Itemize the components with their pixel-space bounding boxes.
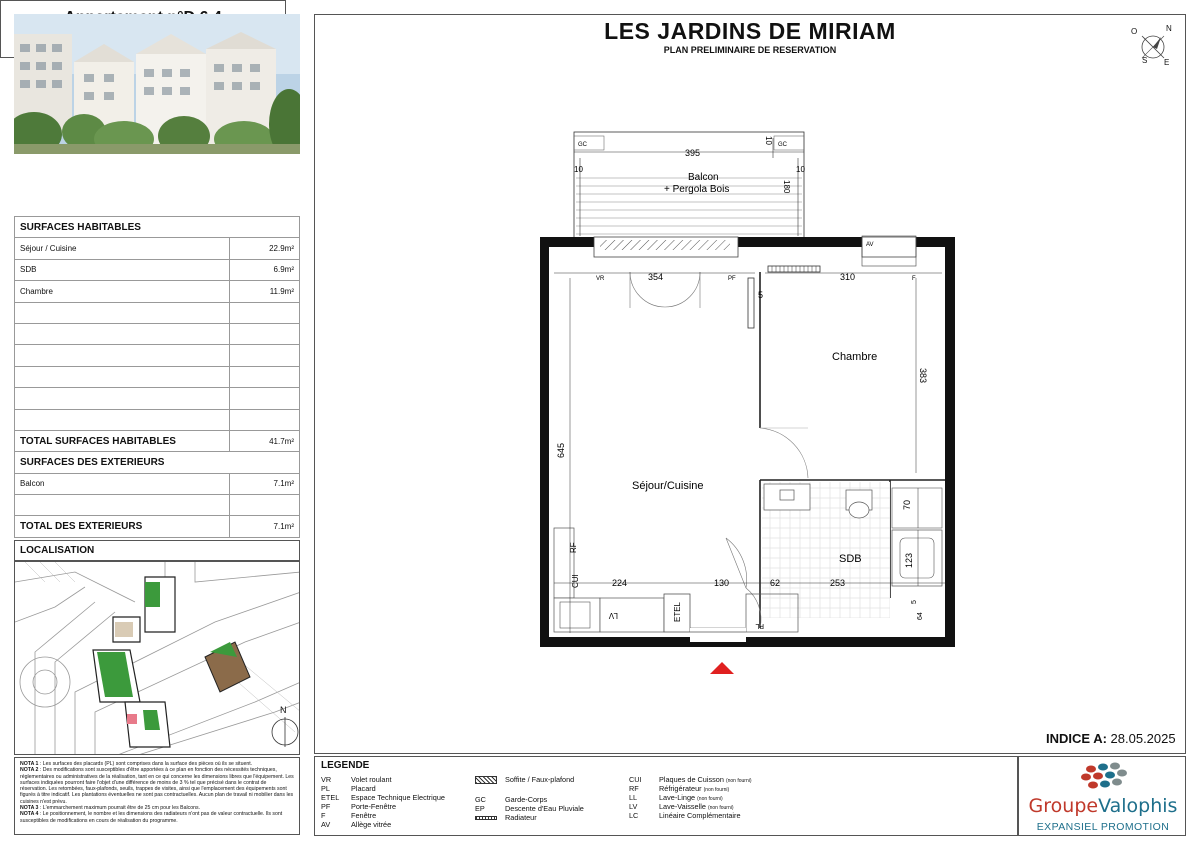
empty-row (15, 409, 300, 430)
total-exterieurs-row (15, 516, 300, 537)
empty-row (15, 366, 300, 387)
pergola-label: + Pergola Bois (664, 184, 730, 195)
soffite-hatch-icon (475, 776, 497, 784)
indice-line (1046, 731, 1176, 746)
sdb-label: SDB (839, 553, 862, 565)
table-row (15, 281, 300, 302)
surfaces-table (14, 216, 300, 538)
localisation-label: LOCALISATION (14, 540, 300, 561)
compass-icon: N O E S (1131, 24, 1172, 67)
dim-10b: 10 (574, 165, 583, 174)
note-1: NOTA 1 : Les surfaces des placards (PL) sont comprises dans la surface des pièces où ils se situent. (20, 761, 253, 767)
balcon-label: Balcon (688, 172, 719, 183)
chambre-label: Chambre (832, 351, 878, 363)
empty-row (15, 495, 300, 516)
room-value: 11.9m² (230, 281, 300, 302)
legend-item: F Fenêtre (321, 811, 377, 820)
cui-code: CUI (571, 574, 580, 588)
page-title: LES JARDINS DE MIRIAM (604, 18, 896, 44)
f-code: F (912, 276, 916, 282)
note-2: NOTA 2 : Des modifications sont susceptibles d'être apportées à ce plan en fonction des nécessités techniques, réglementaires ou administratives de la réalisation, tant en ce qui concerne les dimensions libres que l'équipement. Les surfaces indiquées pourront faire l'objet d'une différence de moins de 3 % tel que précisé dans le contrat de réservation. Les retombées, faux-plafonds, seuils, trappes de visites, ainsi que l'emplacement des équipements sont figurés à titre indicatif. Les plantations éventuelles ne sont pas contractuelles. Aucun plan de travail ni mobilier dans les cuisines n'est prévu. (20, 767, 294, 805)
localisation-map (14, 561, 300, 755)
table-row (15, 238, 300, 259)
total-exterieurs-label: TOTAL DES EXTERIEURS (15, 516, 230, 537)
legend-item: CUI Plaques de Cuisson (non fourni) (629, 775, 752, 784)
etel-code: ETEL (673, 601, 682, 622)
legend-item: PF Porte-Fenêtre (321, 802, 397, 811)
legend-item: LC Linéaire Complémentaire (629, 811, 741, 820)
logo-name: GroupeValophis (1028, 795, 1178, 817)
dim-224: 224 (612, 578, 628, 588)
page-subtitle: PLAN PRELIMINAIRE DE RESERVATION (663, 45, 837, 55)
legend-item: EP Descente d'Eau Pluviale (475, 804, 584, 813)
north-label: N (280, 705, 287, 715)
legend-item: LL Lave-Linge (non fourni) (629, 793, 723, 802)
vr-code: VR (596, 276, 605, 282)
dim-5b: 5 (911, 600, 918, 604)
total-habitables-value: 41.7m² (230, 430, 300, 451)
ext-value: 7.1m² (230, 473, 300, 494)
table-row (15, 473, 300, 494)
legend-item: PL Placard (321, 784, 376, 793)
legend-item: Radiateur (475, 813, 537, 822)
rf-code: RF (569, 542, 578, 553)
logo-dots-icon (1077, 761, 1137, 791)
room-value: 6.9m² (230, 259, 300, 280)
indice-label: INDICE A: (1046, 731, 1107, 746)
av-code: AV (866, 242, 874, 248)
dim-70: 70 (902, 499, 912, 510)
dim-130: 130 (714, 578, 730, 588)
pl-code: PL (755, 622, 764, 629)
ext-name: Balcon (15, 473, 230, 494)
building-rendering-image (14, 14, 300, 154)
empty-row (15, 323, 300, 344)
dim-62: 62 (770, 578, 781, 588)
note-3: NOTA 3 : L'emmarchement maximum pourrait être de 25 cm pour les Balcons. (20, 805, 201, 812)
legend-item: VR Volet roulant (321, 775, 392, 784)
logo-tagline: EXPANSIEL PROMOTION (1036, 821, 1170, 833)
dim-310: 310 (840, 272, 856, 282)
dim-10c: 10 (796, 165, 805, 174)
note-4: NOTA 4 : Le positionnement, le nombre et les dimensions des radiateurs n'ont pas de valeur contractuelle. Ils sont susceptibles de modifications en cours de réalisation du programme. (20, 811, 283, 824)
room-name: Séjour / Cuisine (15, 238, 230, 259)
room-name: Chambre (15, 281, 230, 302)
floor-plan (540, 128, 960, 678)
dim-645: 645 (556, 442, 566, 458)
dim-123: 123 (904, 552, 914, 568)
room-value: 22.9m² (230, 238, 300, 259)
room-name: SDB (15, 259, 230, 280)
dim-10a: 10 (764, 136, 773, 145)
pf-code: PF (728, 276, 736, 282)
total-habitables-row (15, 430, 300, 451)
dim-383: 383 (918, 368, 928, 384)
legend-box (314, 756, 1018, 836)
table-row (15, 259, 300, 280)
sejour-label: Séjour/Cuisine (632, 480, 704, 492)
legend-item: LV Lave-Vaisselle (non fourni) (629, 802, 734, 811)
legend-item: RF Réfrigérateur (non fourni) (629, 784, 730, 793)
radiator-icon (475, 816, 497, 820)
company-logo (1018, 756, 1186, 836)
indice-date: 28.05.2025 (1110, 731, 1176, 746)
dim-5a: 5 (758, 290, 764, 300)
gc-left-code: GC (578, 142, 587, 148)
legend-item: GC Garde-Corps (475, 795, 548, 804)
dim-395: 395 (685, 148, 701, 158)
total-exterieurs-value: 7.1m² (230, 516, 300, 537)
empty-row (15, 345, 300, 366)
legend-item: Soffite / Faux-plafond (475, 775, 574, 784)
dim-180: 180 (782, 180, 791, 194)
surfaces-habitables-header: SURFACES HABITABLES (15, 217, 300, 238)
gc-right-code: GC (778, 142, 787, 148)
surfaces-exterieurs-header: SURFACES DES EXTERIEURS (15, 452, 300, 473)
lv-code: LV (608, 611, 618, 620)
legend-item: AV Allège vitrée (321, 820, 392, 829)
entrance-arrow-icon (710, 662, 734, 674)
empty-row (15, 302, 300, 323)
empty-row (15, 388, 300, 409)
dim-64: 64 (917, 612, 924, 620)
notes-block (14, 757, 300, 835)
legend-title: LEGENDE (321, 760, 370, 771)
dim-253: 253 (830, 578, 846, 588)
legend-item: ETEL Espace Technique Electrique (321, 793, 445, 802)
dim-354: 354 (648, 272, 664, 282)
total-habitables-label: TOTAL SURFACES HABITABLES (15, 430, 230, 451)
